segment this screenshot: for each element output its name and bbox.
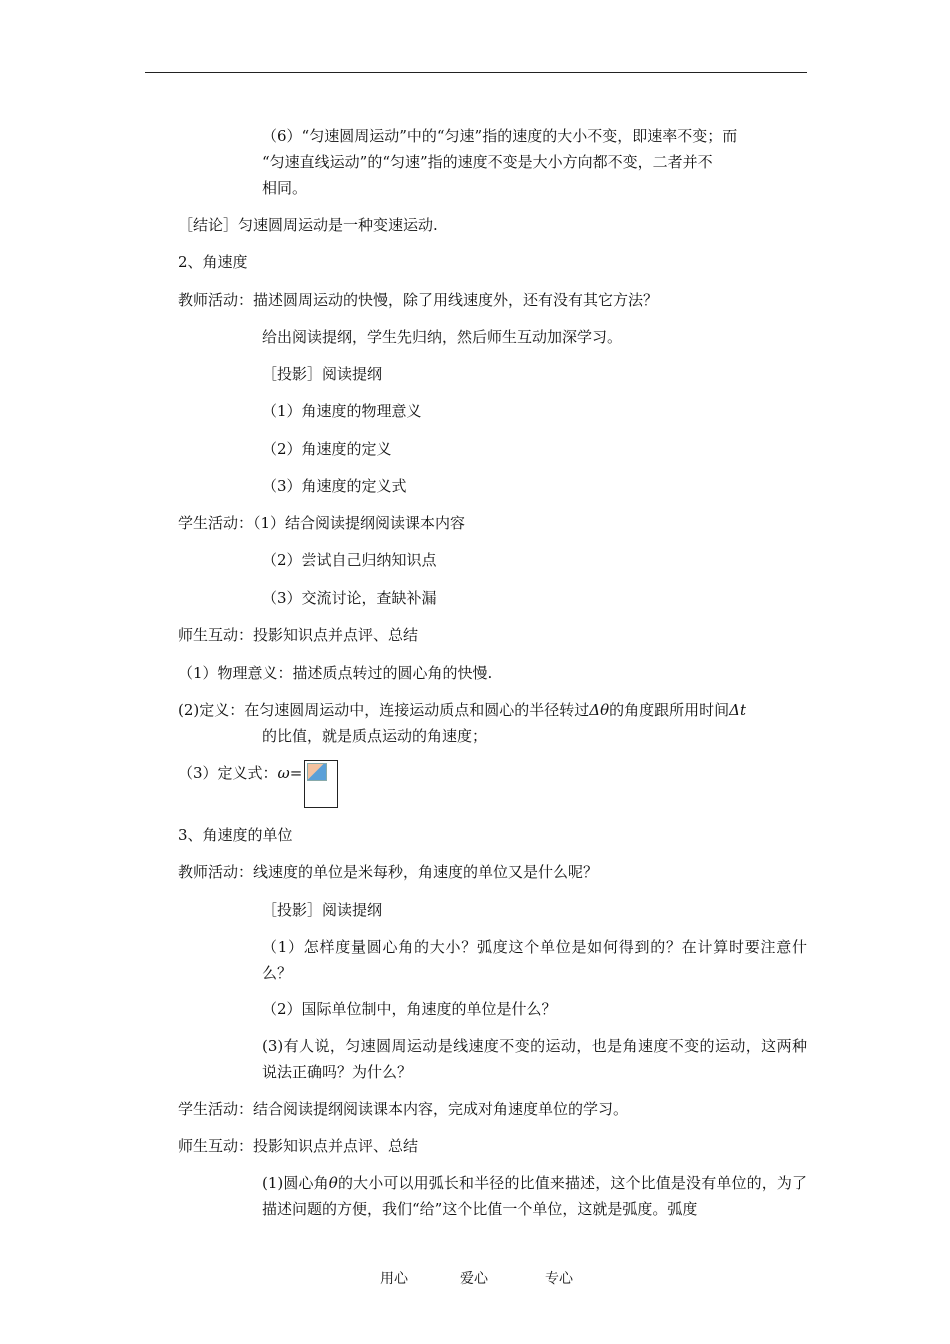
interaction-1: 师生互动：投影知识点并点评、总结 xyxy=(178,626,419,644)
outline-1-item-2: （2）角速度的定义 xyxy=(262,440,392,458)
footer-text-3: 专心 xyxy=(545,1271,573,1287)
projection-outline-1: ［投影］阅读提纲 xyxy=(262,365,383,383)
definition-label: (2)定义： xyxy=(178,701,245,719)
definition-text-a: 在匀速圆周运动中，连接运动质点和圆心的半径转过 xyxy=(244,701,590,719)
student-activity-item-3: （3）交流讨论，查缺补漏 xyxy=(262,589,437,607)
student-activity-1 xyxy=(178,510,465,536)
formula-image-placeholder xyxy=(304,760,338,808)
delta-t: Δt xyxy=(729,701,747,719)
outline-1-item-3: （3）角速度的定义式 xyxy=(262,477,407,495)
paragraph-6-line-2: “匀速直线运动”的“匀速”指的速度不变是大小方向都不变，二者并不 xyxy=(262,153,713,171)
heading-angular-velocity: 2、角速度 xyxy=(178,253,248,271)
student-activity-item-1: （1）结合阅读提纲阅读课本内容 xyxy=(253,514,466,532)
radian-text-a: (1)圆心角 xyxy=(262,1174,329,1192)
equals-sign: = xyxy=(289,764,303,782)
outline-1-item-1: （1）角速度的物理意义 xyxy=(262,402,422,420)
omega-symbol: ω xyxy=(277,764,290,782)
teacher-activity-2: 教师活动：线速度的单位是米每秒，角速度的单位又是什么呢？ xyxy=(178,863,599,881)
footer-text-1: 用心 xyxy=(380,1271,408,1287)
radian-text-b: 的大小可以用弧长和半径的比值来描述，这个比值是没有单位的，为了描述问题的方便，我们“给”这个比值一个单位，这就是弧度。弧度 xyxy=(262,1174,807,1218)
definition-line-2: 的比值，就是质点运动的角速度； xyxy=(262,727,488,745)
header-rule xyxy=(145,72,807,73)
paragraph-6-line-3: 相同。 xyxy=(262,179,308,197)
projection-outline-2: ［投影］阅读提纲 xyxy=(262,901,383,919)
outline-2-item-1: （1）怎样度量圆心角的大小？弧度这个单位是如何得到的？在计算时要注意什么？ xyxy=(262,938,807,982)
student-activity-item-2: （2）尝试自己归纳知识点 xyxy=(262,551,437,569)
formula-label: （3）定义式： xyxy=(178,764,278,782)
broken-image-icon xyxy=(307,763,327,781)
definition-physical-meaning: （1）物理意义：描述质点转过的圆心角的快慢. xyxy=(178,664,493,682)
teacher-activity-text: 描述圆周运动的快慢，除了用线速度外，还有没有其它方法？ xyxy=(253,291,659,309)
conclusion: ［结论］匀速圆周运动是一种变速运动. xyxy=(178,216,438,234)
paragraph-6-line-1: （6）“匀速圆周运动”中的“匀速”指的速度的大小不变，即速率不变；而 xyxy=(262,127,738,145)
definition-text-b: 的角度跟所用时间 xyxy=(609,701,730,719)
heading-angular-velocity-unit: 3、角速度的单位 xyxy=(178,826,293,844)
student-activity-2: 学生活动：结合阅读提纲阅读课本内容，完成对角速度单位的学习。 xyxy=(178,1100,629,1118)
theta-symbol: θ xyxy=(328,1174,338,1192)
definition-formula xyxy=(178,760,338,808)
outline-2-item-3: (3)有人说，匀速圆周运动是线速度不变的运动，也是角速度不变的运动，这两种说法正确吗？为什么？ xyxy=(262,1037,807,1081)
delta-theta: Δθ xyxy=(589,701,610,719)
outline-2-item-2: （2）国际单位制中，角速度的单位是什么？ xyxy=(262,1000,557,1018)
teacher-activity-label: 教师活动： xyxy=(178,291,254,309)
footer-text-2: 爱心 xyxy=(460,1271,488,1287)
student-activity-label: 学生活动： xyxy=(178,514,254,532)
teacher-activity-1 xyxy=(178,287,658,313)
teacher-activity-1b: 给出阅读提纲，学生先归纳，然后师生互动加深学习。 xyxy=(262,328,623,346)
interaction-2: 师生互动：投影知识点并点评、总结 xyxy=(178,1137,419,1155)
radian-explanation xyxy=(262,1170,807,1222)
definition-line-1 xyxy=(178,697,746,723)
